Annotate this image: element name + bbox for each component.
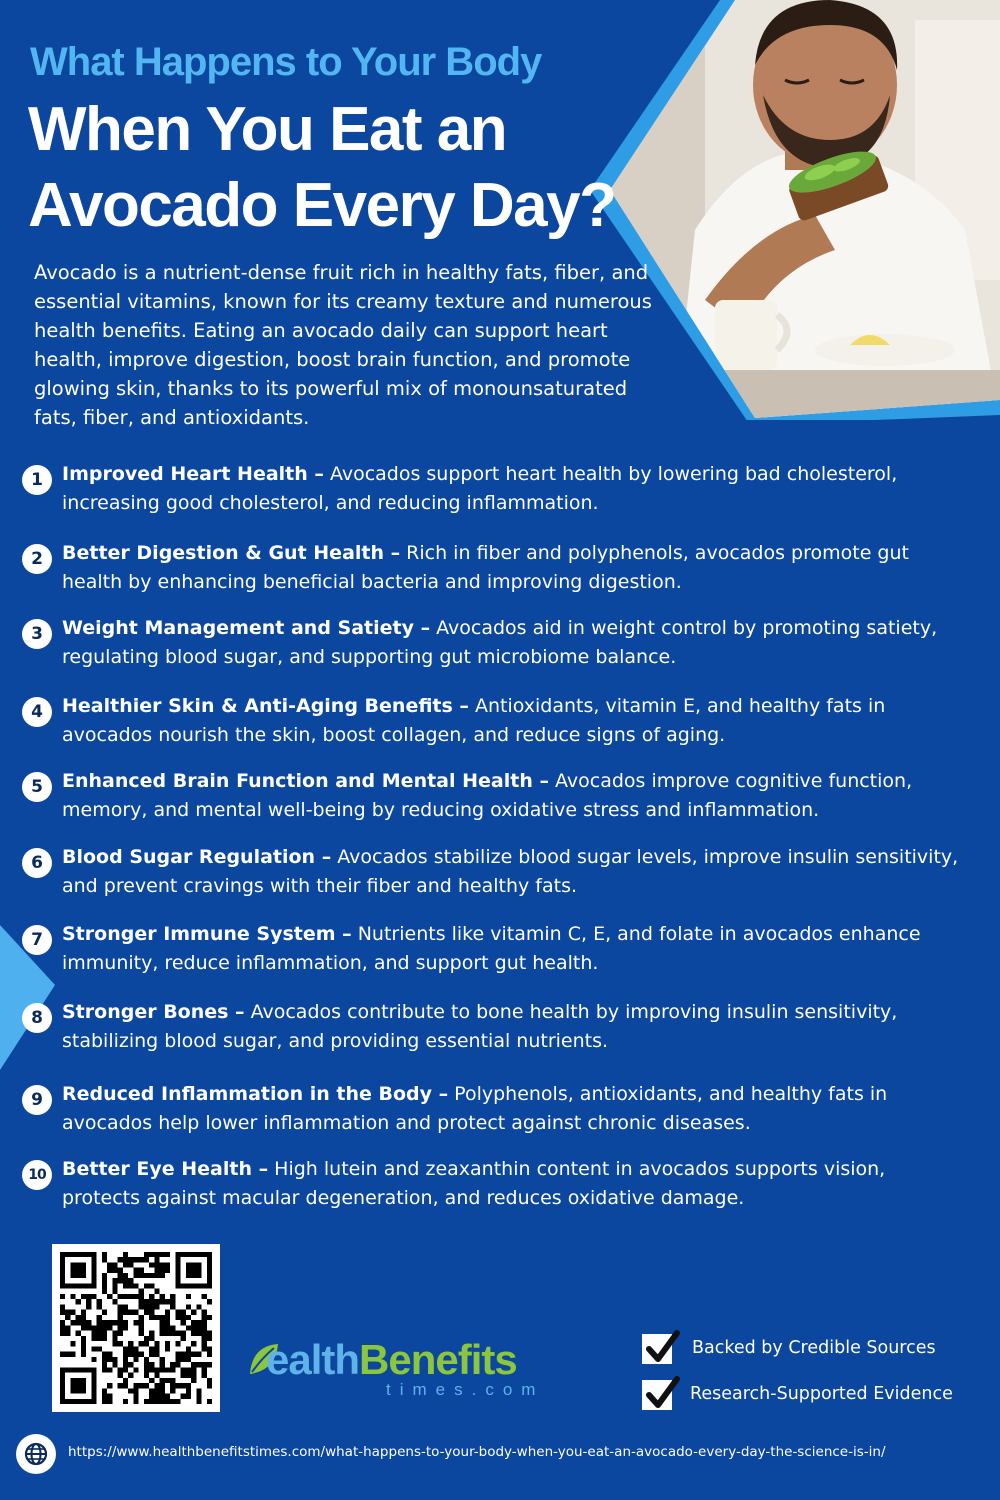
source-url-link[interactable]: https://www.healthbenefitstimes.com/what-happens-to-your-body-when-you-eat-an-avocado-every-day-the-science-is-in/ [68,1444,886,1460]
benefit-description: Avocados stabilize blood sugar levels, improve insulin sensitivity, and prevent cravings with their fiber and healthy fats. [62,846,959,897]
benefit-number: 5 [22,772,52,802]
benefit-number: 7 [22,925,52,955]
title-line-1: When You Eat an [28,95,507,164]
benefit-description: Avocados improve cognitive function, memory, and mental well-being by reducing oxidative stress and inflammation. [62,770,913,821]
benefit-description: Nutrients like vitamin C, E, and folate in avocados enhance immunity, reduce inflammation, and support gut health. [62,923,921,974]
intro-paragraph: Avocado is a nutrient-dense fruit rich in healthy fats, fiber, and essential vitamins, known for its creamy texture and numerous health benefits. Eating an avocado daily can support heart health, improve digestion, boost brain function, and promote glowing skin, thanks to its powerful mix of monounsaturated fats, fiber, and antioxidants. [34,261,652,429]
logo-part-health: ealth [266,1336,360,1383]
benefit-description: Rich in fiber and polyphenols, avocados promote gut health by enhancing beneficial bacteria and improving digestion. [62,542,909,593]
benefit-text [62,920,962,978]
benefit-text [62,767,962,825]
qr-code[interactable] [52,1244,220,1412]
benefit-description: High lutein and zeaxanthin content in avocados supports vision, protects against macular degeneration, and reduces oxidative damage. [62,1158,886,1209]
logo-part-benefits: Benefits [359,1336,517,1383]
source-url-row[interactable] [16,1434,991,1474]
benefit-text [62,1080,962,1138]
benefit-heading: Healthier Skin & Anti-Aging Benefits – [62,695,469,717]
benefit-text [62,843,962,901]
benefit-heading: Improved Heart Health – [62,463,324,485]
checkmark-icon [642,1334,672,1364]
benefit-description: Antioxidants, vitamin E, and healthy fats in avocados nourish the skin, boost collagen, and reduce signs of aging. [62,695,886,746]
logo-subtext: times.com [386,1380,545,1399]
benefit-description: Polyphenols, antioxidants, and healthy fats in avocados help lower inflammation and protect against chronic diseases. [62,1083,888,1134]
benefit-number: 6 [22,848,52,878]
logo-wordmark [266,1336,517,1384]
benefit-number: 4 [22,697,52,727]
benefit-heading: Stronger Immune System – [62,923,352,945]
badge-label: Research-Supported Evidence [690,1384,953,1404]
benefit-text [62,460,962,518]
benefit-heading: Stronger Bones – [62,1001,245,1023]
badge-research-evidence [642,1376,972,1416]
benefit-description: Avocados aid in weight control by promoting satiety, regulating blood sugar, and supporting gut microbiome balance. [62,617,938,668]
benefit-text [62,614,962,672]
benefit-text [62,539,962,597]
benefit-number: 1 [22,465,52,495]
benefit-description: Avocados support heart health by lowering bad cholesterol, increasing good cholesterol, and reducing inflammation. [62,463,898,514]
globe-icon [16,1434,56,1474]
benefit-description: Avocados contribute to bone health by improving insulin sensitivity, stabilizing blood sugar, and providing essential nutrients. [62,1001,898,1052]
benefit-number: 8 [22,1003,52,1033]
badge-label: Backed by Credible Sources [692,1338,936,1358]
benefit-number: 3 [22,619,52,649]
benefit-heading: Better Eye Health – [62,1158,269,1180]
benefit-text [62,1155,962,1213]
badge-credible-sources [642,1330,972,1370]
checkmark-icon [642,1380,672,1410]
page-title [28,92,618,244]
benefit-number: 10 [22,1160,52,1190]
benefit-heading: Reduced Inflammation in the Body – [62,1083,449,1105]
benefit-heading: Weight Management and Satiety – [62,617,431,639]
title-line-2: Avocado Every Day? [28,171,616,240]
benefit-text [62,692,962,750]
subtitle: What Happens to Your Body [30,40,542,84]
benefit-number: 9 [22,1085,52,1115]
benefit-heading: Better Digestion & Gut Health – [62,542,401,564]
benefit-heading: Enhanced Brain Function and Mental Health – [62,770,549,792]
benefit-text [62,998,962,1056]
benefit-heading: Blood Sugar Regulation – [62,846,332,868]
benefit-number: 2 [22,544,52,574]
health-benefits-times-logo[interactable] [246,1336,586,1416]
